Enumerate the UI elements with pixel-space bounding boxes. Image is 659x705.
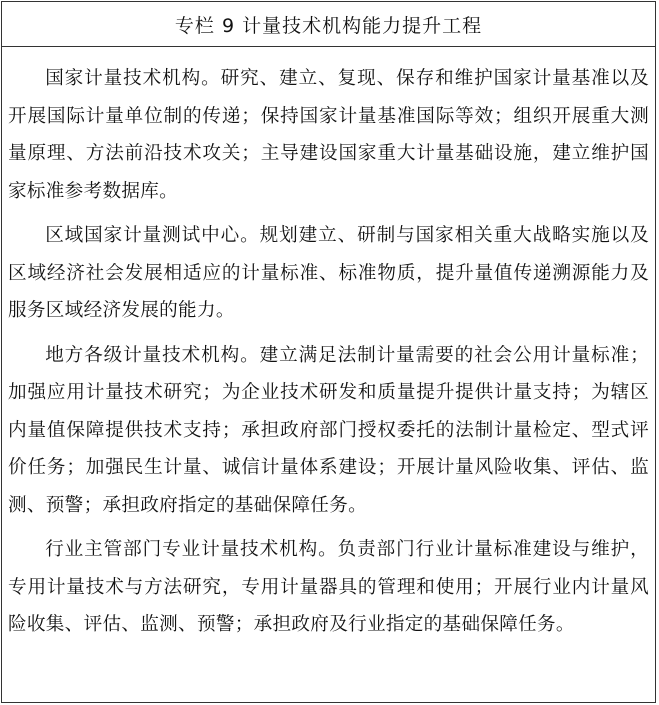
box-content [2,47,655,644]
paragraph-body: 负责部门行业计量标准建设与维护，专用计量技术与方法研究，专用计量器具的管理和使用；开展行业内计量风险收集、评估、监测、预警；承担政府及行业指定的基础保障任务。 [8,539,649,635]
paragraph-body: 规划建立、研制与国家相关重大战略实施以及区域经济社会发展相适应的计量标准、标准物质，提升量值传递溯源能力及服务区域经济发展的能力。 [8,225,649,321]
paragraph-lead: 国家计量技术机构。 [45,68,221,89]
paragraph-local-institutions [8,337,649,525]
feature-box [1,1,656,703]
paragraph-lead: 行业主管部门专业计量技术机构。 [45,539,338,560]
paragraph-lead: 地方各级计量技术机构。 [45,344,260,366]
box-title: 专栏 9 计量技术机构能力提升工程 [2,2,655,47]
paragraph-national-institutions [8,60,649,210]
paragraph-industry-institutions [8,531,649,644]
paragraph-body: 研究、建立、复现、保存和维护国家计量基准以及开展国际计量单位制的传递；保持国家计量基准国际等效；组织开展重大测量原理、方法前沿技术攻关；主导建设国家重大计量基础设施，建立维护国家标准参考数据库。 [8,68,650,202]
paragraph-lead: 区域国家计量测试中心。 [45,225,260,246]
paragraph-regional-centers [8,217,649,330]
paragraph-body: 建立满足法制计量需要的社会公用计量标准；加强应用计量技术研究；为企业技术研发和质量提升提供计量支持；为辖区内量值保障提供技术支持；承担政府部门授权委托的法制计量检定、型式评价任务；加强民生计量、诚信计量体系建设；开展计量风险收集、评估、监测、预警；承担政府指定的基础保障任务。 [8,344,649,516]
